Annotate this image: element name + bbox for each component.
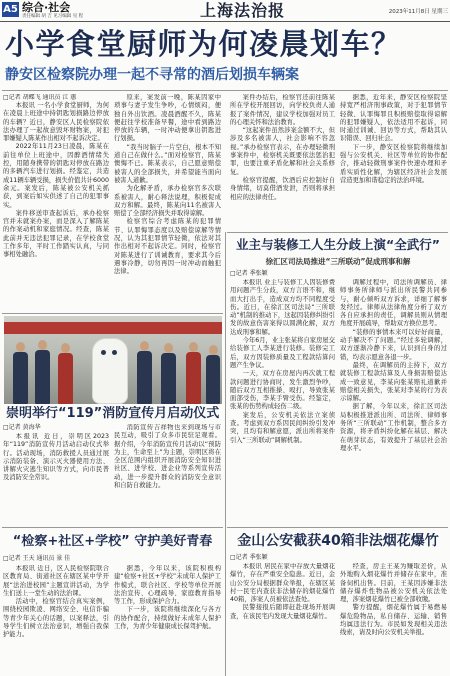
paragraph: 消防宣传吉祥物也来到现场与市民互动，吸引了众多市民驻足观看。据介绍，今年消防宣传月活动以“预防为主，生命至上”为主题，崇明区将在全区范围内组织开展消防安全知识进社区、进学校、进企业等系列宣传活动，进一步提升群众的消防安全意识和自防自救能力。 (114, 424, 221, 490)
person-head (209, 345, 218, 355)
story-fire-column-1 (3, 433, 109, 524)
paragraph: 活动中，检察官结合真实案例，围绕校园欺凌、网络安全、电信诈骗等青少年关心的话题，以案释法，引导学生们树立法治意识，增强自我保护能力。 (3, 598, 109, 639)
paragraph: 警方提醒，烟花爆竹属于易燃易爆危险物品，私自储存、运输、销售均属违法行为。市民如发现相关违法线索，请及时向公安机关举报。 (340, 604, 447, 637)
paragraph: 案件移送审查起诉后，承办检察官并未就案办案，而是深入了解陈某的作案动机和家庭情况。经查，陈某此前并无违法犯罪记录，在学校食堂工作多年，平时工作踏实认真，与同事相处融洽。 (3, 209, 109, 259)
editor-credits: 责任编辑 胡 吉 见习编辑 见 程 (22, 14, 84, 19)
firefighter-figure (161, 353, 176, 404)
person-head (164, 343, 173, 353)
header-rule (0, 21, 450, 22)
paragraph: 本报讯 一名小学食堂厨师，为何在凌晨上班途中持钥匙划损路边停放的车辆？近日，静安区人民检察院依法办理了一起故意毁坏财物案，对犯罪嫌疑人陈某作出相对不起诉决定。 (3, 102, 109, 143)
column-text (230, 563, 335, 621)
paragraph: 2022年11月23日凌晨，陈某在前往单位上班途中，因醉酒情绪失控，用随身携带的钥匙对停放在路边的多辆汽车进行划损。经鉴定，共造成11辆车辆受损，损失价值共计6000余元。案发后，陈某被公安机关抓获，到案后如实供述了自己的犯罪事实。 (3, 143, 109, 209)
column-text (114, 94, 221, 277)
paragraph: 据悉，今年以来，该院积极构建“检察+社区+学校”未成年人保护工作模式，联合社区、学校等单位开展法治宣传、心理疏导、家庭教育指导等工作，形成保护合力。 (114, 565, 221, 606)
story-fireworks-column-2 (340, 563, 447, 675)
paragraph: 检察官综合考虑陈某的犯罪情节、认罪悔罪态度以及赔偿谅解等情况，认为其犯罪情节轻微，依法对其作出相对不起诉决定。同时，检察官对陈某进行了训诫教育，要求其今后遇事冷静，切勿再因一时冲动而触犯法律。 (114, 218, 221, 276)
column-text (114, 424, 221, 490)
paragraph: 本报讯 居民在家中存放大量烟花爆竹，存在严重安全隐患。近日，金山公安分局根据群众举报，在辖区某村一民宅内查获非法储存的烟花爆竹40箱，涉案人员被依法查处。 (230, 563, 335, 604)
story-fireworks-column-1 (230, 563, 335, 675)
paragraph: “这起案件虽然涉案金额不大，但涉及多名被害人，社会影响不容忽视。”承办检察官表示，在办理轻微刑事案件中，检察机关既要依法惩治犯罪，也要注重矛盾化解和社会关系修复。 (230, 127, 335, 176)
fireworks-headline: 金山公安截获40箱非法烟花爆竹 (237, 533, 439, 549)
story-renovation-column-2 (340, 279, 447, 524)
main-headline: 小学食堂厨师为何凌晨划车？ (5, 27, 402, 61)
column-text (340, 94, 447, 185)
column-text (3, 433, 109, 483)
headline-divider (2, 90, 448, 91)
paragraph: 本报讯 近日，区人民检察院联合区教育局、街道社区在辖区某中学开展“法治进校园”主题宣讲活动，为学生们送上一堂生动的法治课。 (3, 565, 109, 597)
paragraph: 据了解，今年以来，徐汇区司法局积极推进派出所、司法所、律师事务所“三所联动”工作机制，整合多方资源，将矛盾纠纷化解在基层、解决在萌芽状态，有效提升了基层社会治理水平。 (340, 403, 447, 452)
page-number: A5 (3, 4, 18, 15)
renovation-headline: 业主与装修工人生分歧上演“全武行” (236, 237, 440, 252)
person-head (16, 342, 25, 352)
mascot-eye (112, 350, 117, 355)
paragraph: 今年6月，业主张某将自家房屋交给装修工人李某进行装修。装修完工后，双方因装修质量及工程款结算问题产生争议。 (230, 337, 335, 369)
campus-headline: “检察+社区+学校” 守护美好青春 (12, 534, 213, 549)
story-scratch-column-4 (340, 94, 447, 230)
story-campus-column-2 (114, 565, 221, 675)
column-divider (225, 232, 226, 676)
person-head (38, 340, 47, 350)
paragraph: 案发后，公安机关依法立案侦查。考虑到双方系因民间纠纷引发冲突，且均有和解意愿，派出所将案件引入“三所联动”调解机制。 (230, 411, 335, 444)
paragraph: 检察官提醒，饮酒后应控制好自身情绪，切莫借酒发泄，否则将承担相应的法律责任。 (230, 176, 335, 201)
paragraph: 本报讯 业主与装修工人因装修费用问题产生分歧，双方言语不和，继而大打出手，造成双方均不同程度受伤。近日，在徐汇区司法局“三所联动”机制的推动下，这起因装修纠纷引发的故意伤害案得以圆满化解，双方达成刑事和解。 (230, 279, 335, 336)
paragraph: “装修的事情本来可以好好商量，动手解决不了问题。”经过多轮调解，双方逐渐冷静下来，认识到自身的过错，均表示愿意各退一步。 (340, 328, 447, 361)
column-text (340, 279, 447, 453)
story-scratch-column-3 (230, 94, 335, 230)
paragraph: 调解过程中，司法所调解员、律师事务所律师与派出所民警共同参与，耐心倾听双方诉求，详细了解事发经过。律师从法律角度分析了双方各自应承担的责任，调解员则从情理角度开展疏导，帮助双方换位思考。 (340, 279, 447, 328)
paragraph: 据悉，近年来，静安区检察院坚持宽严相济刑事政策，对于犯罪情节轻微、认罪悔罪且积极赔偿取得谅解的犯罪嫌疑人，依法适用不起诉，同时通过训诫、回访等方式，帮助其认识错误、回归社会。 (340, 94, 447, 143)
byline: □记者 季张颖 (230, 270, 268, 277)
paragraph: “我当时脑子一片空白，根本不知道自己在做什么。”面对检察官，陈某懊悔不已。陈某表示，自己愿意赔偿被害人的全部损失，并希望能当面向被害人道歉。 (114, 143, 221, 184)
byline: □记者 黄海华 (3, 424, 41, 431)
column-text (230, 279, 335, 445)
column-text (340, 563, 447, 638)
firefighter-figure (35, 350, 50, 404)
event-photo (4, 316, 222, 404)
stage-banner (4, 322, 222, 334)
byline: □记者 胡蝶飞 通讯员 江 蕙 (3, 94, 77, 101)
paragraph: 一天，双方在房屋内再次就工程款问题进行协商时，发生激烈争吵，随后双方互相推搡、殴打，导致张某面部受伤，李某手臂受伤。经鉴定，张某的伤势构成轻伤二级。 (230, 370, 335, 411)
section-divider (227, 232, 448, 233)
issue-date: 2023年11月8日 星期三 (388, 9, 448, 15)
section-divider (227, 527, 448, 528)
column-text (3, 102, 109, 260)
column-text (114, 565, 221, 631)
firefighter-figure (206, 355, 220, 404)
paragraph: 案件办结后，检察官还前往陈某所在学校开展回访，向学校负责人通报了案件情况，建议学校加强对员工的心理关怀和法治教育。 (230, 94, 335, 126)
person-head (61, 343, 70, 353)
story-scratch-column-1 (3, 94, 109, 312)
newspaper-masthead: 上海法治报 (200, 1, 286, 20)
person-head (189, 342, 198, 352)
column-text (3, 565, 109, 640)
story-campus-column-1 (3, 565, 109, 675)
section-title: 综合·社会 (22, 1, 71, 14)
person-figure (186, 352, 201, 404)
main-subheadline: 静安区检察院办理一起不寻常的酒后划损车辆案 (5, 67, 299, 83)
mascot-eye (101, 350, 106, 355)
firefighter-figure (13, 352, 28, 404)
paragraph: 下一步，该院将继续深化与各方的协作配合，持续做好未成年人保护工作，为青少年健康成长保驾护航。 (114, 606, 221, 631)
story-scratch-column-2 (114, 94, 221, 312)
section-divider (2, 527, 223, 528)
mascot-figure (92, 338, 128, 404)
paragraph: 经查，房主王某为赚取差价，从外地购入烟花爆竹并储存在家中，准备伺机出售。目前，王某因涉嫌非法储存爆炸性物品被公安机关依法处理，涉案烟花爆竹已被全部收缴。 (340, 563, 447, 604)
renovation-subheadline: 徐汇区司法局推进“三所联动”促成刑事和解 (265, 257, 411, 266)
paragraph: 本报讯 近日，崇明区2023年“119”消防宣传月活动启动仪式举行。活动现场，消防救援人员通过展示消防装备、演示灭火器使用方法、讲解火灾逃生知识等方式，向市民普及消防安全常识。 (3, 433, 109, 482)
story-fire-column-2 (114, 424, 221, 524)
paragraph: 原来，案发前一晚，陈某因家中琐事与妻子发生争吵，心情烦闷，便独自外出饮酒。凌晨酒醒不久，陈某便赶往学校准备早餐，途中看到路边停放的车辆，一时冲动便拿出钥匙进行划损。 (114, 94, 221, 143)
person-head (140, 341, 149, 351)
paragraph: 民警接报后随即赶赴现场开展调查，在该民宅内发现大量烟花爆竹。 (230, 604, 335, 620)
person-figure (58, 353, 73, 404)
paragraph: 最终，在调解员的主持下，双方就装修工程款结算及人身损害赔偿达成一致意见，李某向张某赔礼道歉并赔偿相关损失，张某对李某的行为表示谅解。 (340, 361, 447, 403)
paragraph: 为化解矛盾，承办检察官多次联系被害人，耐心释法说理，积极促成双方和解。最终，陈某向11名被害人赔偿了全部经济损失并取得谅解。 (114, 185, 221, 218)
paragraph: 下一步，静安区检察院将继续加强与公安机关、社区等单位的协作配合，推动轻微刑事案件快速办理和矛盾实质性化解，为辖区经济社会发展营造更加和谐稳定的法治环境。 (340, 143, 447, 184)
story-renovation-column-1 (230, 279, 335, 524)
column-text (230, 94, 335, 202)
photo-caption: 崇明举行“119”消防宣传月启动仪式 (6, 406, 220, 421)
byline: □记者 季张颖 (230, 554, 268, 561)
firefighter-figure (137, 351, 152, 404)
byline: □记者 王天 通讯员 景 佳 (3, 555, 71, 562)
section-divider (2, 313, 223, 314)
